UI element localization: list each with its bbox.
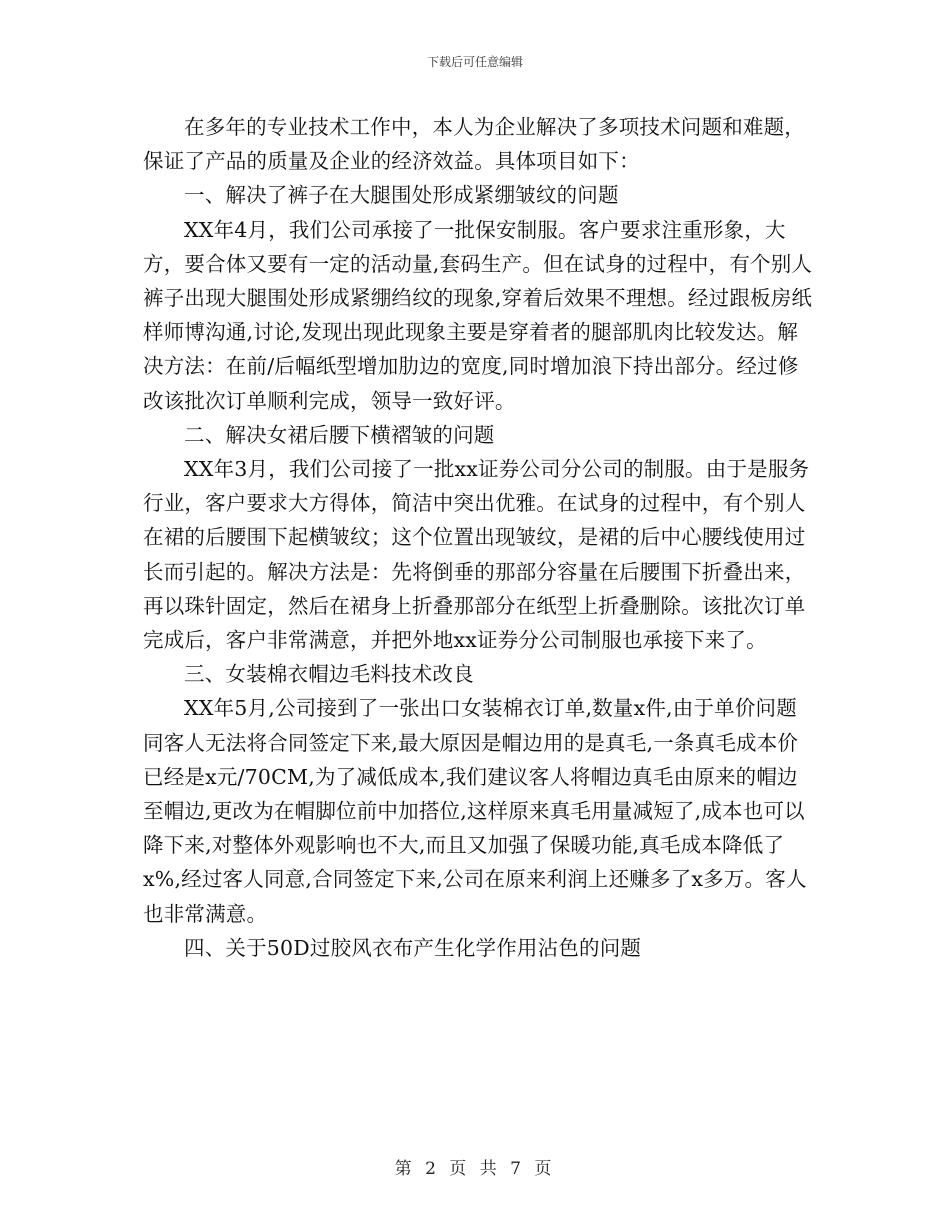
- intro-paragraph: 在多年的专业技术工作中，本人为企业解决了多项技术问题和难题，保证了产品的质量及企业的经济效益。具体项目如下：: [143, 115, 805, 174]
- document-body: [143, 110, 813, 965]
- page-footer: 第 2 页 共 7 页: [394, 1159, 556, 1179]
- section-paragraph-1: XX年4月，我们公司承接了一批保安制服。客户要求注重形象，大方，要合体又要有一定的活动量,套码生产。但在试身的过程中，有个别人裤子出现大腿围处形成紧绷绉纹的现象,穿着后效果不理想。经过跟板房纸样师博沟通,讨论,发现出现此现象主要是穿着者的腿部肌肉比较发达。解决方法：在前/后幅纸型增加肋边的宽度,同时增加浪下持出部分。经过修改该批次订单顺利完成，领导一致好评。: [143, 217, 813, 413]
- page-header: 下载后可任意编辑: [426, 55, 523, 69]
- section-heading-4: 四、关于50D过胶风衣布产生化学作用沾色的问题: [184, 935, 642, 960]
- section-heading-2: 二、解决女裙后腰下横褶皱的问题: [184, 422, 495, 447]
- section-paragraph-2: XX年3月，我们公司接了一批xx证券公司分公司的制服。由于是服务行业，客户要求大方得体，简洁中突出优雅。在试身的过程中，有个别人在裙的后腰围下起横皱纹；这个位置出现皱纹，是裙的后中心腰线使用过长而引起的。解决方法是：先将倒垂的那部分容量在后腰围下折叠出来，再以珠针固定，然后在裙身上折叠那部分在纸型上折叠删除。该批次订单完成后，客户非常满意，并把外地xx证券分公司制服也承接下来了。: [143, 457, 810, 653]
- section-heading-1: 一、解决了裤子在大腿围处形成紧绷皱纹的问题: [184, 183, 619, 208]
- section-paragraph-3: XX年5月,公司接到了一张出口女装棉衣订单,数量x件,由于单价问题同客人无法将合同签定下来,最大原因是帽边用的是真毛,一条真毛成本价已经是x元/70CM,为了减低成本,我们建议客人将帽边真毛由原来的帽边至帽边,更改为在帽脚位前中加搭位,这样原来真毛用量减短了,成本也可以降下来,对整体外观影响也不大,而且又加强了保暖功能,真毛成本降低了x%,经过客人同意,合同签定下来,公司在原来利润上还赚多了x多万。客人也非常满意。: [143, 696, 807, 926]
- section-heading-3: 三、女装棉衣帽边毛料技术改良: [184, 662, 474, 687]
